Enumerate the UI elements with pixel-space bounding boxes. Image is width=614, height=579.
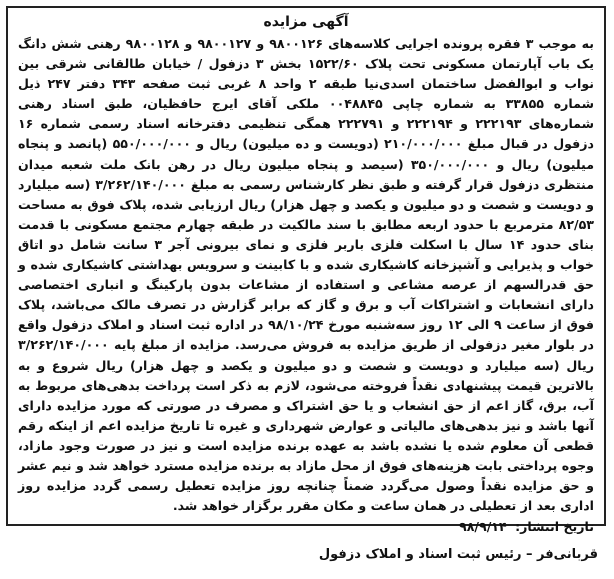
publication-date <box>18 518 594 536</box>
publication-date-label: تاریخ انتشار: <box>515 519 594 535</box>
notice-frame <box>6 6 606 535</box>
publication-date-value: ۹۸/۹/۱۴ <box>459 519 507 535</box>
signature-line: قربانی‌فر – رئیس ثبت اسناد و املاک دزفول <box>318 547 598 562</box>
notice-title: آگهی مزایده <box>263 14 349 30</box>
notice-body: به موجب ۳ فقره پرونده اجرایی کلاسه‌های ۹۸۰۰۱۲۶ و ۹۸۰۰۱۲۷ و ۹۸۰۰۱۲۸ رهنی شش دانگ یک باب آپارتمان مسکونی تحت پلاک ۱۵۲۲/۶۰ بخش ۳ دزفول / خیابان طالقانی شرقی بین نواب و ابوالفضل ساختمان اسدی‌نیا طبقه ۲ واحد ۸ غربی ثبت صفحه ۳۴۳ دفتر ۲۴۷ ذیل شماره ۳۳۸۵۵ به شماره چاپی ۰۰۴۸۸۴۵ ملکی آقای ایرج حافظیان، طبق اسناد رهنی شماره‌های ۲۲۲۱۹۳ و ۲۲۲۱۹۴ و ۲۲۲۷۹۱ همگی تنظیمی دفترخانه اسناد رسمی شماره ۱۶ دزفول در قبال مبلغ ۲۱۰/۰۰۰/۰۰۰ (دویست و ده میلیون) ریال و ۵۵۰/۰۰۰/۰۰۰ (پانصد و پنجاه میلیون) ریال و ۳۵۰/۰۰۰/۰۰۰ (سیصد و پنجاه میلیون ریال در رهن بانک ملت شعبه میدان منتظری دزفول قرار گرفته و طبق نظر کارشناس رسمی به مبلغ ۳/۲۶۲/۱۴۰/۰۰۰ (سه میلیارد و دویست و شصت و دو میلیون و یکصد و چهل هزار) ریال ارزیابی شده، پلاک فوق به مساحت ۸۲/۵۳ مترمربع با حدود اربعه مطابق با سند مالکیت در طبقه چهارم مجتمع مسکونی با قدمت بنای حدود ۱۴ سال با اسکلت فلزی باربر فلزی و نمای بیرونی آجر ۳ سانت شامل دو اتاق خواب و پذیرایی و آشپزخانه کاشیکاری شده و با کابینت و سرویس بهداشتی کاشیکاری شده و حق قدرالسهم از عرصه مشاعی و استفاده از مشاعات بدون پارکینگ و انباری اختصاصی دارای انشعابات و اشتراکات آب و برق و گاز که برابر گزارش در تصرف مالک می‌باشد، پلاک فوق از ساعت ۹ الی ۱۲ روز سه‌شنبه مورخ ۹۸/۱۰/۲۴ در اداره ثبت اسناد و املاک دزفول واقع در بلوار مغیر دزفولی از طریق مزایده به فروش می‌رسد. مزایده از مبلغ پایه ۳/۲۶۲/۱۴۰/۰۰۰ ریال (سه میلیارد و دویست و شصت و دو میلیون و یکصد و چهل هزار) ریال شروع و به بالاترین قیمت پیشنهادی نقداً فروخته می‌شود، لازم به ذکر است پرداخت بدهی‌های مربوط به آب، برق، گاز اعم از حق انشعاب و یا حق اشتراک و مصرف در صورتی که مورد مزایده دارای آنها باشد و نیز بدهی‌های مالیاتی و عوارض شهرداری و غیره تا تاریخ مزایده اعم از اینکه رقم قطعی آن معلوم شده یا نشده باشد به عهده برنده مزایده است و نیز در صورت وجود مازاد، وجوه پرداختی بابت هزینه‌های فوق از محل مازاد به برنده مزایده مسترد خواهد شد و نیم عشر و حق مزایده نقداً وصول می‌گردد ضمناً چنانچه روز مزایده تعطیل رسمی گردد مزایده روز اداری بعد از تعطیلی در همان ساعت و مکان مقرر برگزار خواهد شد. <box>18 36 595 514</box>
